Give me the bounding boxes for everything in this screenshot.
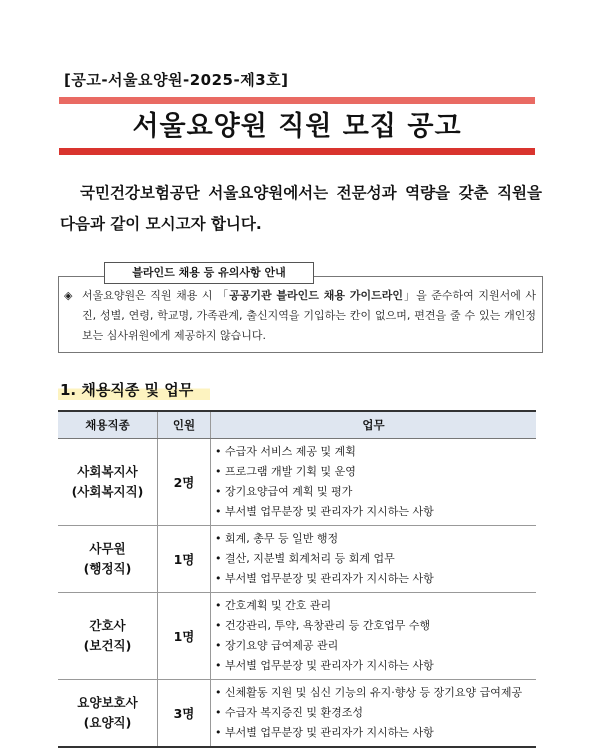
bullet-icon: • (215, 659, 222, 672)
duty-item (215, 569, 530, 589)
duty-item (215, 596, 530, 616)
bullet-icon: • (215, 686, 222, 699)
job-duties (211, 439, 537, 526)
job-category: (행정직) (83, 561, 132, 576)
notice-body (64, 286, 536, 346)
document-code: [공고-서울요양원-2025-제3호] (64, 71, 289, 89)
job-count: 1명 (158, 593, 211, 680)
job-category: (사회복지직) (71, 484, 144, 499)
duty-item (215, 482, 530, 502)
job-name-cell (58, 680, 158, 748)
job-count: 2명 (158, 439, 211, 526)
diamond-bullet-icon: ◈ (64, 289, 73, 302)
duty-text: 간호계획 및 간호 관리 (225, 599, 332, 612)
duty-text: 부서별 업무분장 및 관리자가 지시하는 사항 (225, 572, 434, 585)
duty-text: 부서별 업무분장 및 관리자가 지시하는 사항 (225, 726, 434, 739)
jobs-table (58, 410, 536, 748)
duty-item (215, 703, 530, 723)
table-row (58, 680, 536, 748)
job-name: 사회복지사 (77, 464, 138, 479)
duty-text: 수급자 복지증진 및 환경조성 (225, 706, 364, 719)
duty-text: 신체활동 지원 및 심신 기능의 유지·향상 등 장기요양 급여제공 (225, 686, 523, 699)
bullet-icon: • (215, 599, 222, 612)
bullet-icon: • (215, 505, 222, 518)
bullet-icon: • (215, 465, 222, 478)
job-category: (보건직) (83, 638, 132, 653)
bullet-icon: • (215, 572, 222, 585)
job-name: 사무원 (89, 541, 126, 556)
intro-paragraph: 국민건강보험공단 서울요양원에서는 전문성과 역량을 갖춘 직원을 다음과 같이 모시고자 합니다. (60, 184, 542, 233)
job-name: 간호사 (89, 618, 126, 633)
duty-item (215, 616, 530, 636)
duty-text: 수급자 서비스 제공 및 계획 (225, 445, 356, 458)
duty-text: 부서별 업무분장 및 관리자가 지시하는 사항 (225, 659, 434, 672)
notice-text (82, 286, 536, 346)
job-count: 3명 (158, 680, 211, 748)
bullet-icon: • (215, 726, 222, 739)
duty-item (215, 502, 530, 522)
section-heading-text: 1. 채용직종 및 업무 (60, 381, 194, 399)
duty-text: 장기요양급여 계획 및 평가 (225, 485, 353, 498)
job-duties (211, 593, 537, 680)
duty-text: 프로그램 개발 기획 및 운영 (225, 465, 356, 478)
notice-title: 블라인드 채용 등 유의사항 안내 (104, 262, 314, 284)
notice-text-before: 서울요양원은 직원 채용 시 「 (82, 289, 230, 302)
table-header-row (58, 411, 536, 439)
job-name-cell (58, 439, 158, 526)
duty-item (215, 636, 530, 656)
title-bar-top (59, 97, 535, 104)
section-heading (58, 379, 210, 400)
bullet-icon: • (215, 706, 222, 719)
bullet-icon: • (215, 639, 222, 652)
table-row (58, 593, 536, 680)
job-duties (211, 526, 537, 593)
table-row (58, 526, 536, 593)
duty-item (215, 462, 530, 482)
title-bar-bottom (59, 148, 535, 155)
bullet-icon: • (215, 445, 222, 458)
notice-text-after: 」을 준수하여 지원서에 사진, 성별, 연령, 학교명, 가족관계, 출신지역을 기입하는 칸이 없으며, 편견을 줄 수 있는 개인정보는 심사위원에게 제공하지 않습니다. (82, 289, 536, 342)
bullet-icon: • (215, 532, 222, 545)
table-row (58, 439, 536, 526)
bullet-icon: • (215, 485, 222, 498)
job-name: 요양보호사 (77, 695, 138, 710)
job-duties (211, 680, 537, 748)
duty-item (215, 683, 530, 703)
duty-item (215, 529, 530, 549)
notice-text-bold: 공공기관 블라인드 채용 가이드라인 (229, 289, 404, 302)
duty-text: 부서별 업무분장 및 관리자가 지시하는 사항 (225, 505, 434, 518)
page-title: 서울요양원 직원 모집 공고 (132, 111, 462, 142)
duty-item (215, 549, 530, 569)
bullet-icon: • (215, 619, 222, 632)
duty-text: 건강관리, 투약, 욕창관리 등 간호업무 수행 (225, 619, 431, 632)
duty-item (215, 442, 530, 462)
duty-text: 회계, 총무 등 일반 행정 (225, 532, 339, 545)
duty-text: 결산, 지분별 회계처리 등 회계 업무 (225, 552, 395, 565)
job-category: (요양직) (83, 715, 132, 730)
job-count: 1명 (158, 526, 211, 593)
duty-item (215, 723, 530, 743)
header-duties: 업무 (211, 411, 537, 439)
header-count: 인원 (158, 411, 211, 439)
duty-item (215, 656, 530, 676)
header-job-type: 채용직종 (58, 411, 158, 439)
job-name-cell (58, 526, 158, 593)
bullet-icon: • (215, 552, 222, 565)
duty-text: 장기요양 급여제공 관리 (225, 639, 339, 652)
job-name-cell (58, 593, 158, 680)
